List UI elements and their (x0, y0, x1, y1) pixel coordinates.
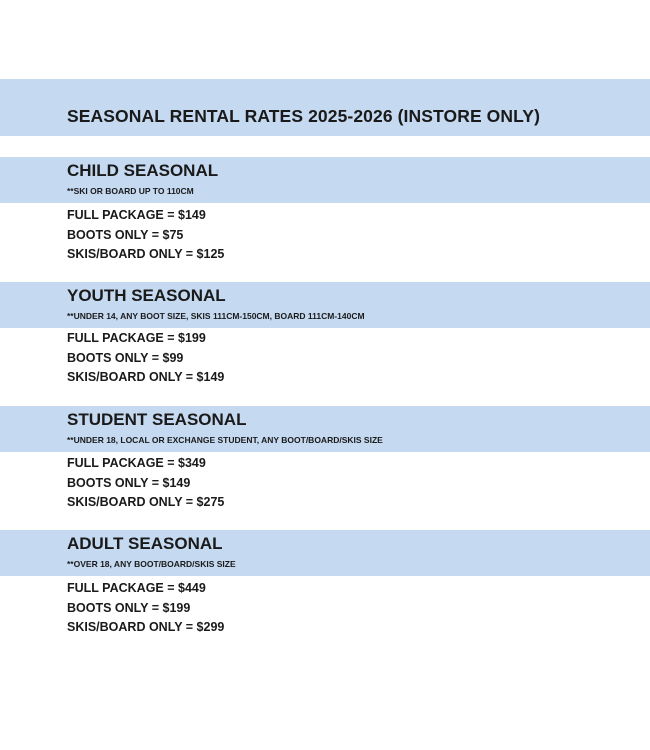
price-full-package-youth: FULL PACKAGE = $199 (67, 331, 206, 345)
price-full-package-adult: FULL PACKAGE = $449 (67, 581, 206, 595)
price-list-youth (67, 329, 224, 388)
price-skis-board-only-child: SKIS/BOARD ONLY = $125 (67, 247, 225, 261)
price-boots-only-student: BOOTS ONLY = $149 (67, 475, 191, 490)
section-title-child: CHILD SEASONAL (67, 161, 219, 180)
price-boots-only-adult: BOOTS ONLY = $199 (67, 600, 191, 615)
price-skis-board-only-youth: SKIS/BOARD ONLY = $149 (67, 370, 225, 384)
section-note-adult: **OVER 18, ANY BOOT/BOARD/SKIS SIZE (67, 559, 236, 569)
price-boots-only-child: BOOTS ONLY = $75 (67, 227, 184, 242)
section-title-adult: ADULT SEASONAL (67, 534, 223, 553)
page-title: SEASONAL RENTAL RATES 2025-2026 (INSTORE ONLY) (67, 106, 541, 126)
price-list-child (67, 206, 224, 265)
price-skis-board-only-adult: SKIS/BOARD ONLY = $299 (67, 620, 225, 634)
section-note-child: **SKI OR BOARD UP TO 110CM (67, 186, 194, 196)
section-title-student: STUDENT SEASONAL (67, 410, 247, 429)
price-list-adult (67, 579, 224, 638)
price-skis-board-only-student: SKIS/BOARD ONLY = $275 (67, 495, 225, 509)
price-full-package-child: FULL PACKAGE = $149 (67, 208, 206, 222)
price-boots-only-youth: BOOTS ONLY = $99 (67, 350, 184, 365)
section-note-youth: **UNDER 14, ANY BOOT SIZE, SKIS 111CM-150CM, BOARD 111CM-140CM (67, 311, 365, 321)
price-list-student (67, 454, 224, 513)
section-note-student: **UNDER 18, LOCAL OR EXCHANGE STUDENT, ANY BOOT/BOARD/SKIS SIZE (67, 435, 383, 445)
price-full-package-student: FULL PACKAGE = $349 (67, 456, 206, 470)
section-title-youth: YOUTH SEASONAL (67, 286, 226, 305)
